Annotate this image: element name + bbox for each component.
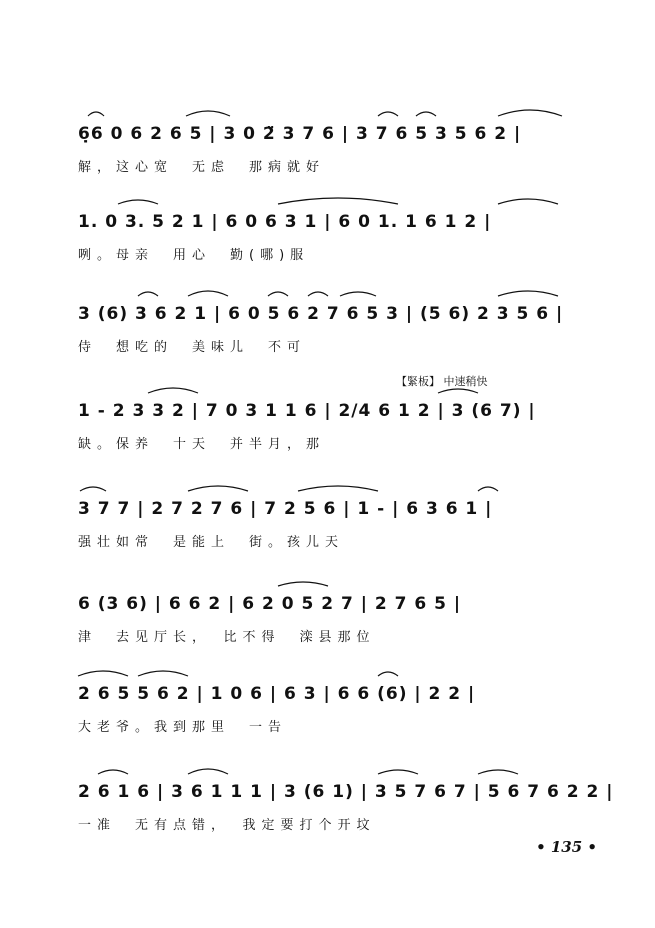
numbered-notation: 2 6 5 5 6 2 | 1 0 6 | 6 3 | 6 6 (6) | 2 2 | (78, 684, 476, 704)
lyric-line: 一准 无有点错， 我定要打个开坟 (78, 818, 376, 833)
lyric-line: 缺。保养 十天 并半月，那 (78, 437, 326, 452)
lyric-line: 咧。母亲 用心 勤(哪)服 (78, 248, 310, 263)
numbered-notation: 1. 0 3. 5 2 1 | 6 0 6 3 1 | 6 0 1. 1 6 1 2 | (78, 212, 492, 232)
numbered-notation: 1 - 2 3 3 2 | 7 0 3 1 1 6 | 2/4 6 1 2 | 3 (6 7) | (78, 401, 536, 421)
tempo-marking: 【緊板】 中速稍快 (396, 375, 488, 388)
numbered-notation: 6̣6 0 6 2 6 5 | 3 0 2̈ 3 7 6 | 3 7 6 5 3 5 6 2 | (78, 124, 522, 144)
page-number: • 135 • (536, 838, 597, 856)
lyric-line: 强壮如常 是能上 街。孩儿天 (78, 535, 345, 550)
lyric-line: 侍 想吃的 美味儿 不可 (78, 340, 307, 355)
numbered-notation: 3 (6) 3 6 2 1 | 6 0 5 6 2 7 6 5 3 | (5 6) 2 3 5 6 | (78, 304, 564, 324)
numbered-notation: 6 (3 6) | 6 6 2 | 6 2 0 5 2 7 | 2 7 6 5 | (78, 594, 462, 614)
lyric-line: 津 去见厅长， 比不得 滦县那位 (78, 630, 376, 645)
lyric-line: 解，这心宽 无虑 那病就好 (78, 160, 326, 175)
numbered-notation: 3 7 7 | 2 7 2 7 6 | 7 2 5 6 | 1 - | 6 3 6 1 | (78, 499, 493, 519)
lyric-line: 大老爷。我到那里 一告 (78, 720, 288, 735)
numbered-notation: 2 6 1 6 | 3 6 1 1 1 | 3 (6 1) | 3 5 7 6 7 | 5 6 7 6 2 2 | (78, 782, 614, 802)
